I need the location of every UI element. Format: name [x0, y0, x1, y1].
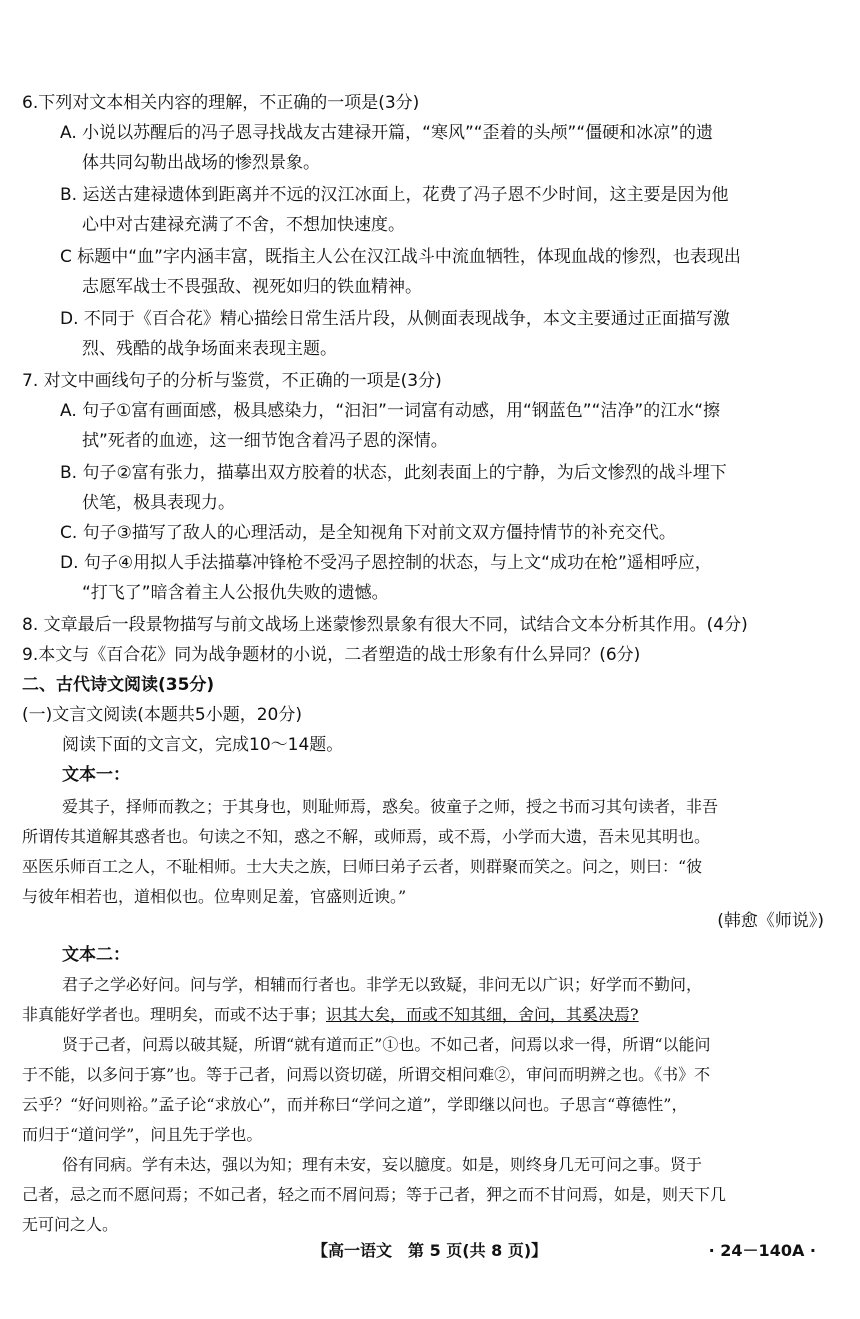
question-6-stem: 6.下列对文本相关内容的理解，不正确的一项是(3分): [22, 93, 420, 113]
passage-line: 爱其子，择师而教之；于其身也，则耻师焉，惑矣。彼童子之师，授之书而习其句读者，非吾: [62, 797, 719, 816]
option-line: 心中对古建禄充满了不舍，不想加快速度。: [82, 215, 405, 235]
option-line: 拭”死者的血迹，这一细节饱含着冯子恩的深情。: [82, 431, 448, 451]
question-7-option-c: [60, 518, 820, 548]
passage-line: 所谓传其道解其惑者也。句读之不知，惑之不解，或师焉，或不焉，小学而大遗，吾未见其明也。: [22, 827, 711, 846]
option-line: 伏笔，极具表现力。: [82, 493, 235, 513]
option-line: D. 句子④用拟人手法描摹冲锋枪不受冯子恩控制的状态，与上文“成功在枪”遥相呼应，: [60, 553, 712, 573]
page-number: 【高一语文 第 5 页(共 8 页)】: [312, 1241, 548, 1260]
option-line: D. 不同于《百合花》精心描绘日常生活片段，从侧面表现战争，本文主要通过正面描写激: [60, 309, 730, 329]
text-two-paragraph-3: [22, 1150, 822, 1240]
question-7-option-d: [60, 548, 820, 608]
passage-line: [22, 1000, 822, 1030]
passage-line: 云乎？“好问则裕。”孟子论“求放心”，而并称曰“学问之道”，学即继以问也。子思言“尊德性”，: [22, 1095, 688, 1114]
passage-line: 巫医乐师百工之人，不耻相师。士大夫之族，曰师曰弟子云者，则群聚而笑之。问之，则曰：“彼: [22, 857, 703, 876]
passage-line: 贤于己者，问焉以破其疑，所谓“就有道而正”①也。不如己者，问焉以求一得，所谓“以能问: [62, 1035, 711, 1054]
text-two-label: 文本二：: [62, 945, 130, 965]
question-7-option-b: [60, 458, 820, 518]
option-line: 志愿军战士不畏强敌、视死如归的铁血精神。: [82, 277, 422, 297]
option-line: B. 句子②富有张力，描摹出双方胶着的状态，此刻表面上的宁静，为后文惨烈的战斗埋下: [60, 463, 727, 483]
question-9: 9.本文与《百合花》同为战争题材的小说，二者塑造的战士形象有什么异同？(6分): [22, 645, 641, 665]
option-line: C 标题中“血”字内涵丰富，既指主人公在汉江战斗中流血牺牲，体现血战的惨烈，也表现出: [60, 247, 741, 267]
question-6-option-c: [60, 242, 820, 302]
page-footer: [0, 1236, 860, 1266]
passage-line: 与彼年相若也，道相似也。位卑则足羞，官盛则近谀。”: [22, 887, 407, 906]
passage-line: 无可问之人。: [22, 1215, 119, 1234]
option-line: A. 句子①富有画面感，极具感染力，“汩汩”一词富有动感，用“钢蓝色”“洁净”的江水“擦: [60, 401, 721, 421]
option-line: C. 句子③描写了敌人的心理活动，是全知视角下对前文双方僵持情节的补充交代。: [60, 523, 676, 543]
text-two-paragraph-2: [22, 1030, 822, 1150]
passage-line: 俗有同病。学有未达，强以为知；理有未安，妄以臆度。如是，则终身几无可问之事。贤于: [62, 1155, 703, 1174]
exam-code: · 24－140A ·: [708, 1241, 816, 1260]
question-7-stem: 7. 对文中画线句子的分析与鉴赏，不正确的一项是(3分): [22, 371, 442, 391]
passage-line: 于不能，以多问于寡”也。等于己者，问焉以资切磋，所谓交相问难②，审问而明辨之也。《书》不: [22, 1065, 711, 1084]
passage-line: 而归于“道问学”，问且先于学也。: [22, 1125, 263, 1144]
text-one-source: (韩愈《师说》): [717, 911, 824, 931]
underlined-sentence: 识其大矣，而或不知其细，舍问，其奚决焉?: [326, 1005, 639, 1024]
option-line: “打飞了”暗含着主人公报仇失败的遗憾。: [82, 583, 389, 603]
option-line: B. 运送古建禄遗体到距离并不远的汉江冰面上，花费了冯子恩不少时间，这主要是因为他: [60, 185, 729, 205]
option-line: A. 小说以苏醒后的冯子恩寻找战友古建禄开篇，“寒风”“歪着的头颅”“僵硬和冰凉”的遗: [60, 123, 713, 143]
section-heading: 二、古代诗文阅读(35分): [22, 675, 215, 695]
option-line: 烈、残酷的战争场面来表现主题。: [82, 339, 337, 359]
subsection-heading: (一)文言文阅读(本题共5小题，20分): [22, 705, 302, 725]
text-two-paragraph-1: [22, 970, 822, 1030]
question-6-option-b: [60, 180, 820, 240]
passage-line: 己者，忌之而不愿问焉；不如己者，轻之而不屑问焉；等于己者，狎之而不甘问焉，如是，则天下几: [22, 1185, 727, 1204]
passage-segment: 非真能好学者也。理明矣，而或不达于事；: [22, 1005, 327, 1024]
reading-instruction: 阅读下面的文言文，完成10～14题。: [62, 735, 344, 755]
text-one-label: 文本一：: [62, 765, 130, 785]
question-6-option-d: [60, 304, 820, 364]
question-7-option-a: [60, 396, 820, 456]
question-6-option-a: [60, 118, 820, 178]
question-8: 8. 文章最后一段景物描写与前文战场上迷蒙惨烈景象有很大不同，试结合文本分析其作用。(4分): [22, 615, 748, 635]
text-one-passage: [22, 792, 822, 912]
passage-line: 君子之学必好问。问与学，相辅而行者也。非学无以致疑，非问无以广识；好学而不勤问，: [62, 975, 703, 994]
option-line: 体共同勾勒出战场的惨烈景象。: [82, 153, 320, 173]
